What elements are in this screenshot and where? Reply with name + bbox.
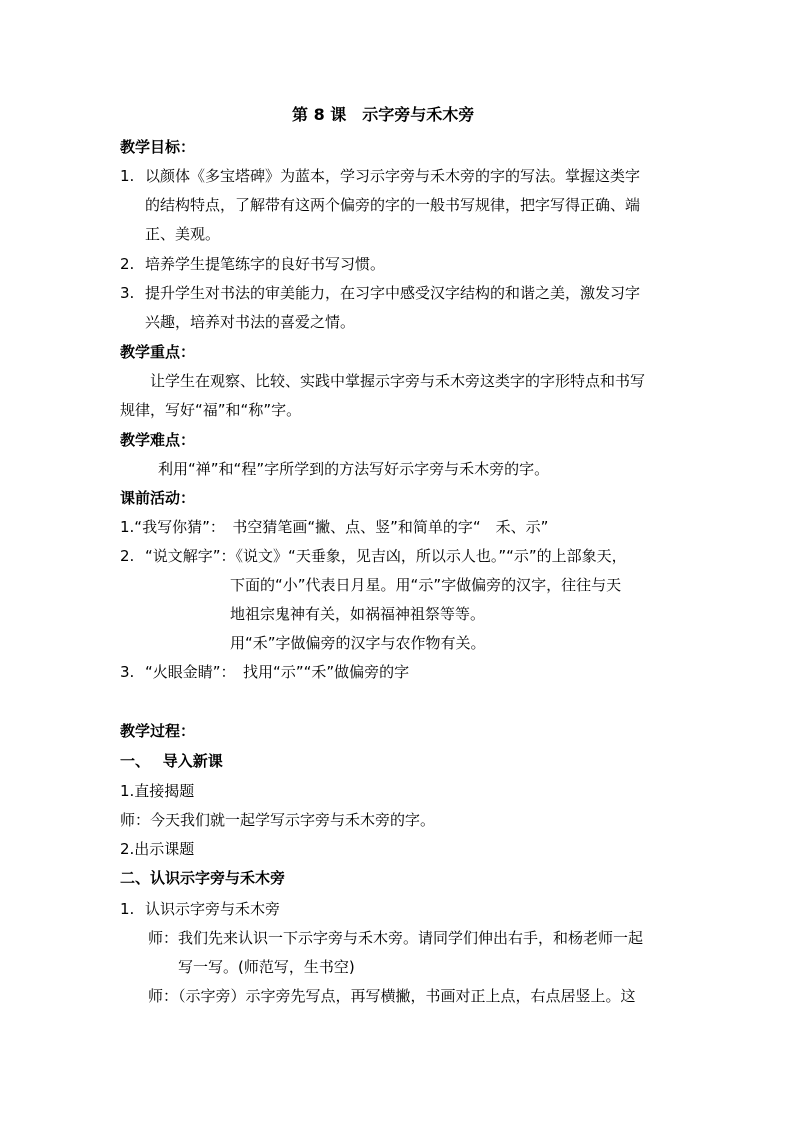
pre-class-item3-line1: “火眼金睛”： 找用“示”“禾”做偏旁的字 xyxy=(145,663,410,681)
process-part2-heading: 二、认识示字旁与禾木旁 xyxy=(120,869,286,887)
goals-item1-number: 1. xyxy=(120,167,135,185)
goals-item1-line1: 以颜体《多宝塔碑》为蓝本，学习示字旁与禾木旁的字的写法。掌握这类字 xyxy=(145,167,641,185)
pre-class-item3-number: 3. xyxy=(120,663,135,681)
difficulties-heading: 教学难点： xyxy=(120,431,196,449)
process-sub1-line3: 师：（示字旁）示字旁先写点，再写横撇，书画对正上点，右点居竖上。这 xyxy=(148,987,636,1005)
process-step2: 2.出示课题 xyxy=(120,840,195,858)
goals-item2-number: 2. xyxy=(120,255,135,273)
pre-class-item2-line2: 下面的“小”代表日月星。用“示”字做偏旁的汉字，往往与天 xyxy=(230,576,622,594)
difficulties-line1: 利用“禅”和“程”字所学到的方法写好示字旁与禾木旁的字。 xyxy=(158,460,550,478)
process-sub1-number: 1. xyxy=(120,900,135,918)
process-sub1-label: 认识示字旁与禾木旁 xyxy=(145,900,281,918)
pre-class-item1: 1.“我写你猜”： 书空猜笔画“撇、点、竖”和简单的字“ 禾、示” xyxy=(120,518,549,536)
pre-class-heading: 课前活动： xyxy=(120,489,196,507)
goals-item3-number: 3. xyxy=(120,284,135,302)
page-title: 第 8 课 示字旁与禾木旁 xyxy=(292,105,475,124)
key-points-line1: 让学生在观察、比较、实践中掌握示字旁与禾木旁这类字的字形特点和书写 xyxy=(150,372,646,390)
process-part1-heading: 一、 导入新课 xyxy=(120,752,223,770)
process-sub1-line1: 师：我们先来认识一下示字旁与禾木旁。请同学们伸出右手，和杨老师一起 xyxy=(148,929,644,947)
goals-item1-line3: 正、美观。 xyxy=(145,225,221,243)
goals-item1-line2: 的结构特点，了解带有这两个偏旁的字的一般书写规律，把字写得正确、端 xyxy=(145,196,641,214)
process-step1-text: 师：今天我们就一起学写示字旁与禾木旁的字。 xyxy=(120,811,436,829)
pre-class-item2-number: 2. xyxy=(120,547,135,565)
goals-item2-line1: 培养学生提笔练字的良好书写习惯。 xyxy=(145,255,386,273)
pre-class-item2-line1: “说文解字”：《说文》“天垂象，见吉凶，所以示人也。”“示”的上部象天， xyxy=(145,547,627,565)
goals-item3-line2: 兴趣，培养对书法的喜爱之情。 xyxy=(145,313,356,331)
goals-heading: 教学目标： xyxy=(120,138,196,156)
key-points-heading: 教学重点： xyxy=(120,343,196,361)
pre-class-item2-line3: 地祖宗鬼神有关，如祸福神祖祭等等。 xyxy=(230,605,486,623)
pre-class-item2-line4: 用“禾”字做偏旁的汉字与农作物有关。 xyxy=(230,634,486,652)
key-points-line2: 规律，写好“福”和“称”字。 xyxy=(120,401,302,419)
process-step1: 1.直接揭题 xyxy=(120,782,195,800)
process-heading: 教学过程： xyxy=(120,722,196,740)
process-sub1-line2: 写一写。(师范写，生书空) xyxy=(178,958,355,976)
goals-item3-line1: 提升学生对书法的审美能力，在习字中感受汉字结构的和谐之美，激发习字 xyxy=(145,284,641,302)
